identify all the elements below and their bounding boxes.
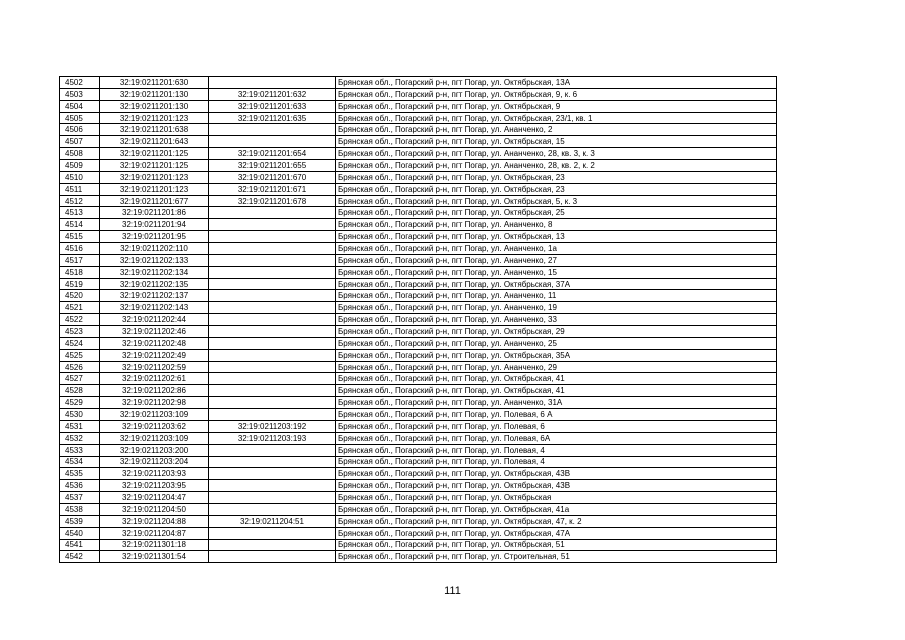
cadastral-number-cell: 32:19:0211202:59 bbox=[100, 361, 209, 373]
cadastral-number-cell: 32:19:0211202:46 bbox=[100, 326, 209, 338]
address-cell: Брянская обл., Погарский р-н, пгт Погар, ул. Октябрьская, 23 bbox=[336, 183, 777, 195]
row-number-cell: 4527 bbox=[60, 373, 100, 385]
table-row bbox=[60, 100, 777, 112]
address-cell: Брянская обл., Погарский р-н, пгт Погар, ул. Октябрьская, 35А bbox=[336, 349, 777, 361]
registry-table bbox=[59, 76, 777, 563]
row-number-cell: 4503 bbox=[60, 88, 100, 100]
row-number-cell: 4515 bbox=[60, 231, 100, 243]
cadastral-number-cell: 32:19:0211201:130 bbox=[100, 88, 209, 100]
table-row bbox=[60, 326, 777, 338]
cadastral-number-cell: 32:19:0211203:95 bbox=[100, 480, 209, 492]
address-cell: Брянская обл., Погарский р-н, пгт Погар, ул. Октябрьская, 47А bbox=[336, 527, 777, 539]
object-cadastral-number-cell: 32:19:0211204:51 bbox=[209, 515, 336, 527]
table-row bbox=[60, 397, 777, 409]
cadastral-number-cell: 32:19:0211201:125 bbox=[100, 148, 209, 160]
object-cadastral-number-cell bbox=[209, 551, 336, 563]
row-number-cell: 4506 bbox=[60, 124, 100, 136]
object-cadastral-number-cell: 32:19:0211201:633 bbox=[209, 100, 336, 112]
row-number-cell: 4507 bbox=[60, 136, 100, 148]
object-cadastral-number-cell bbox=[209, 278, 336, 290]
table-row bbox=[60, 444, 777, 456]
row-number-cell: 4529 bbox=[60, 397, 100, 409]
address-cell: Брянская обл., Погарский р-н, пгт Погар, ул. Октябрьская, 43В bbox=[336, 480, 777, 492]
address-cell: Брянская обл., Погарский р-н, пгт Погар, ул. Ананченко, 19 bbox=[336, 302, 777, 314]
object-cadastral-number-cell bbox=[209, 527, 336, 539]
cadastral-number-cell: 32:19:0211201:86 bbox=[100, 207, 209, 219]
table-row bbox=[60, 207, 777, 219]
address-cell: Брянская обл., Погарский р-н, пгт Погар, ул. Октябрьская, 15 bbox=[336, 136, 777, 148]
row-number-cell: 4521 bbox=[60, 302, 100, 314]
table-row bbox=[60, 219, 777, 231]
object-cadastral-number-cell bbox=[209, 124, 336, 136]
address-cell: Брянская обл., Погарский р-н, пгт Погар, ул. Ананченко, 28, кв. 2, к. 2 bbox=[336, 160, 777, 172]
object-cadastral-number-cell bbox=[209, 397, 336, 409]
address-cell: Брянская обл., Погарский р-н, пгт Погар, ул. Полевая, 4 bbox=[336, 456, 777, 468]
address-cell: Брянская обл., Погарский р-н, пгт Погар, ул. Полевая, 6 А bbox=[336, 409, 777, 421]
cadastral-number-cell: 32:19:0211202:49 bbox=[100, 349, 209, 361]
cadastral-number-cell: 32:19:0211201:123 bbox=[100, 171, 209, 183]
object-cadastral-number-cell bbox=[209, 314, 336, 326]
cadastral-number-cell: 32:19:0211201:123 bbox=[100, 112, 209, 124]
table-row bbox=[60, 136, 777, 148]
table-row bbox=[60, 492, 777, 504]
object-cadastral-number-cell bbox=[209, 326, 336, 338]
address-cell: Брянская обл., Погарский р-н, пгт Погар, ул. Октябрьская, 5, к. 3 bbox=[336, 195, 777, 207]
row-number-cell: 4517 bbox=[60, 254, 100, 266]
cadastral-number-cell: 32:19:0211202:48 bbox=[100, 337, 209, 349]
object-cadastral-number-cell bbox=[209, 219, 336, 231]
address-cell: Брянская обл., Погарский р-н, пгт Погар, ул. Полевая, 4 bbox=[336, 444, 777, 456]
address-cell: Брянская обл., Погарский р-н, пгт Погар, ул. Октябрьская, 23/1, кв. 1 bbox=[336, 112, 777, 124]
table-row bbox=[60, 195, 777, 207]
row-number-cell: 4519 bbox=[60, 278, 100, 290]
object-cadastral-number-cell bbox=[209, 480, 336, 492]
table-row bbox=[60, 551, 777, 563]
row-number-cell: 4528 bbox=[60, 385, 100, 397]
table-row bbox=[60, 527, 777, 539]
cadastral-number-cell: 32:19:0211203:93 bbox=[100, 468, 209, 480]
address-cell: Брянская обл., Погарский р-н, пгт Погар, ул. Октябрьская, 51 bbox=[336, 539, 777, 551]
row-number-cell: 4505 bbox=[60, 112, 100, 124]
address-cell: Брянская обл., Погарский р-н, пгт Погар, ул. Ананченко, 2 bbox=[336, 124, 777, 136]
cadastral-number-cell: 32:19:0211204:88 bbox=[100, 515, 209, 527]
address-cell: Брянская обл., Погарский р-н, пгт Погар, ул. Полевая, 6 bbox=[336, 420, 777, 432]
row-number-cell: 4531 bbox=[60, 420, 100, 432]
table-row bbox=[60, 148, 777, 160]
object-cadastral-number-cell bbox=[209, 492, 336, 504]
table-row bbox=[60, 503, 777, 515]
row-number-cell: 4502 bbox=[60, 77, 100, 89]
row-number-cell: 4512 bbox=[60, 195, 100, 207]
table-row bbox=[60, 456, 777, 468]
object-cadastral-number-cell bbox=[209, 231, 336, 243]
object-cadastral-number-cell bbox=[209, 337, 336, 349]
cadastral-number-cell: 32:19:0211203:109 bbox=[100, 432, 209, 444]
object-cadastral-number-cell: 32:19:0211201:635 bbox=[209, 112, 336, 124]
cadastral-number-cell: 32:19:0211204:50 bbox=[100, 503, 209, 515]
table-row bbox=[60, 278, 777, 290]
row-number-cell: 4518 bbox=[60, 266, 100, 278]
object-cadastral-number-cell bbox=[209, 207, 336, 219]
cadastral-number-cell: 32:19:0211201:677 bbox=[100, 195, 209, 207]
table-row bbox=[60, 420, 777, 432]
row-number-cell: 4530 bbox=[60, 409, 100, 421]
object-cadastral-number-cell bbox=[209, 254, 336, 266]
table-row bbox=[60, 337, 777, 349]
address-cell: Брянская обл., Погарский р-н, пгт Погар, ул. Октябрьская, 43В bbox=[336, 468, 777, 480]
row-number-cell: 4504 bbox=[60, 100, 100, 112]
row-number-cell: 4511 bbox=[60, 183, 100, 195]
table-row bbox=[60, 183, 777, 195]
address-cell: Брянская обл., Погарский р-н, пгт Погар, ул. Октябрьская, 41 bbox=[336, 385, 777, 397]
address-cell: Брянская обл., Погарский р-н, пгт Погар, ул. Октябрьская, 37А bbox=[336, 278, 777, 290]
object-cadastral-number-cell: 32:19:0211203:192 bbox=[209, 420, 336, 432]
cadastral-number-cell: 32:19:0211204:87 bbox=[100, 527, 209, 539]
row-number-cell: 4526 bbox=[60, 361, 100, 373]
row-number-cell: 4538 bbox=[60, 503, 100, 515]
row-number-cell: 4532 bbox=[60, 432, 100, 444]
object-cadastral-number-cell bbox=[209, 503, 336, 515]
object-cadastral-number-cell: 32:19:0211201:670 bbox=[209, 171, 336, 183]
row-number-cell: 4509 bbox=[60, 160, 100, 172]
table-row bbox=[60, 480, 777, 492]
table-row bbox=[60, 468, 777, 480]
row-number-cell: 4523 bbox=[60, 326, 100, 338]
address-cell: Брянская обл., Погарский р-н, пгт Погар, ул. Октябрьская, 13 bbox=[336, 231, 777, 243]
object-cadastral-number-cell: 32:19:0211201:654 bbox=[209, 148, 336, 160]
page-number: 111 bbox=[444, 585, 461, 597]
address-cell: Брянская обл., Погарский р-н, пгт Погар, ул. Октябрьская, 9, к. 6 bbox=[336, 88, 777, 100]
object-cadastral-number-cell bbox=[209, 361, 336, 373]
table-row bbox=[60, 171, 777, 183]
cadastral-number-cell: 32:19:0211301:54 bbox=[100, 551, 209, 563]
object-cadastral-number-cell bbox=[209, 409, 336, 421]
cadastral-number-cell: 32:19:0211202:135 bbox=[100, 278, 209, 290]
row-number-cell: 4540 bbox=[60, 527, 100, 539]
table-row bbox=[60, 515, 777, 527]
table-row bbox=[60, 266, 777, 278]
row-number-cell: 4520 bbox=[60, 290, 100, 302]
cadastral-number-cell: 32:19:0211202:44 bbox=[100, 314, 209, 326]
object-cadastral-number-cell bbox=[209, 77, 336, 89]
address-cell: Брянская обл., Погарский р-н, пгт Погар, ул. Ананченко, 1а bbox=[336, 243, 777, 255]
table-row bbox=[60, 409, 777, 421]
cadastral-number-cell: 32:19:0211201:130 bbox=[100, 100, 209, 112]
address-cell: Брянская обл., Погарский р-н, пгт Погар, ул. Ананченко, 8 bbox=[336, 219, 777, 231]
address-cell: Брянская обл., Погарский р-н, пгт Погар, ул. Строительная, 51 bbox=[336, 551, 777, 563]
address-cell: Брянская обл., Погарский р-н, пгт Погар, ул. Октябрьская, 25 bbox=[336, 207, 777, 219]
object-cadastral-number-cell: 32:19:0211203:193 bbox=[209, 432, 336, 444]
row-number-cell: 4533 bbox=[60, 444, 100, 456]
object-cadastral-number-cell bbox=[209, 539, 336, 551]
object-cadastral-number-cell bbox=[209, 349, 336, 361]
cadastral-number-cell: 32:19:0211202:133 bbox=[100, 254, 209, 266]
table-row bbox=[60, 290, 777, 302]
cadastral-number-cell: 32:19:0211202:61 bbox=[100, 373, 209, 385]
cadastral-number-cell: 32:19:0211203:204 bbox=[100, 456, 209, 468]
object-cadastral-number-cell bbox=[209, 266, 336, 278]
address-cell: Брянская обл., Погарский р-н, пгт Погар, ул. Ананченко, 25 bbox=[336, 337, 777, 349]
table-row bbox=[60, 361, 777, 373]
object-cadastral-number-cell bbox=[209, 385, 336, 397]
address-cell: Брянская обл., Погарский р-н, пгт Погар, ул. Октябрьская, 41 bbox=[336, 373, 777, 385]
object-cadastral-number-cell: 32:19:0211201:632 bbox=[209, 88, 336, 100]
row-number-cell: 4513 bbox=[60, 207, 100, 219]
table-row bbox=[60, 160, 777, 172]
table-row bbox=[60, 373, 777, 385]
address-cell: Брянская обл., Погарский р-н, пгт Погар, ул. Ананченко, 15 bbox=[336, 266, 777, 278]
table-row bbox=[60, 314, 777, 326]
object-cadastral-number-cell bbox=[209, 468, 336, 480]
row-number-cell: 4524 bbox=[60, 337, 100, 349]
cadastral-number-cell: 32:19:0211204:47 bbox=[100, 492, 209, 504]
cadastral-number-cell: 32:19:0211202:98 bbox=[100, 397, 209, 409]
cadastral-number-cell: 32:19:0211201:643 bbox=[100, 136, 209, 148]
table-row bbox=[60, 254, 777, 266]
cadastral-number-cell: 32:19:0211203:62 bbox=[100, 420, 209, 432]
row-number-cell: 4525 bbox=[60, 349, 100, 361]
table-row bbox=[60, 243, 777, 255]
table-row bbox=[60, 124, 777, 136]
address-cell: Брянская обл., Погарский р-н, пгт Погар, ул. Октябрьская, 23 bbox=[336, 171, 777, 183]
row-number-cell: 4535 bbox=[60, 468, 100, 480]
address-cell: Брянская обл., Погарский р-н, пгт Погар, ул. Ананченко, 11 bbox=[336, 290, 777, 302]
object-cadastral-number-cell: 32:19:0211201:655 bbox=[209, 160, 336, 172]
row-number-cell: 4516 bbox=[60, 243, 100, 255]
table-row bbox=[60, 88, 777, 100]
object-cadastral-number-cell bbox=[209, 136, 336, 148]
row-number-cell: 4542 bbox=[60, 551, 100, 563]
object-cadastral-number-cell: 32:19:0211201:671 bbox=[209, 183, 336, 195]
address-cell: Брянская обл., Погарский р-н, пгт Погар, ул. Ананченко, 29 bbox=[336, 361, 777, 373]
cadastral-number-cell: 32:19:0211301:18 bbox=[100, 539, 209, 551]
row-number-cell: 4537 bbox=[60, 492, 100, 504]
row-number-cell: 4534 bbox=[60, 456, 100, 468]
row-number-cell: 4541 bbox=[60, 539, 100, 551]
object-cadastral-number-cell bbox=[209, 243, 336, 255]
row-number-cell: 4522 bbox=[60, 314, 100, 326]
address-cell: Брянская обл., Погарский р-н, пгт Погар, ул. Ананченко, 31А bbox=[336, 397, 777, 409]
row-number-cell: 4539 bbox=[60, 515, 100, 527]
object-cadastral-number-cell bbox=[209, 373, 336, 385]
cadastral-number-cell: 32:19:0211202:137 bbox=[100, 290, 209, 302]
cadastral-number-cell: 32:19:0211201:125 bbox=[100, 160, 209, 172]
row-number-cell: 4510 bbox=[60, 171, 100, 183]
cadastral-number-cell: 32:19:0211201:95 bbox=[100, 231, 209, 243]
table-row bbox=[60, 432, 777, 444]
cadastral-number-cell: 32:19:0211203:200 bbox=[100, 444, 209, 456]
object-cadastral-number-cell bbox=[209, 444, 336, 456]
table-row bbox=[60, 539, 777, 551]
cadastral-number-cell: 32:19:0211203:109 bbox=[100, 409, 209, 421]
table-row bbox=[60, 349, 777, 361]
table-row bbox=[60, 385, 777, 397]
cadastral-number-cell: 32:19:0211201:630 bbox=[100, 77, 209, 89]
table-row bbox=[60, 77, 777, 89]
registry-table-body bbox=[60, 77, 777, 563]
address-cell: Брянская обл., Погарский р-н, пгт Погар, ул. Ананченко, 27 bbox=[336, 254, 777, 266]
address-cell: Брянская обл., Погарский р-н, пгт Погар, ул. Октябрьская bbox=[336, 492, 777, 504]
object-cadastral-number-cell bbox=[209, 302, 336, 314]
cadastral-number-cell: 32:19:0211202:134 bbox=[100, 266, 209, 278]
address-cell: Брянская обл., Погарский р-н, пгт Погар, ул. Полевая, 6А bbox=[336, 432, 777, 444]
address-cell: Брянская обл., Погарский р-н, пгт Погар, ул. Октябрьская, 47, к. 2 bbox=[336, 515, 777, 527]
object-cadastral-number-cell bbox=[209, 456, 336, 468]
cadastral-number-cell: 32:19:0211202:110 bbox=[100, 243, 209, 255]
cadastral-number-cell: 32:19:0211202:86 bbox=[100, 385, 209, 397]
address-cell: Брянская обл., Погарский р-н, пгт Погар, ул. Октябрьская, 41а bbox=[336, 503, 777, 515]
address-cell: Брянская обл., Погарский р-н, пгт Погар, ул. Октябрьская, 13А bbox=[336, 77, 777, 89]
cadastral-number-cell: 32:19:0211201:123 bbox=[100, 183, 209, 195]
object-cadastral-number-cell bbox=[209, 290, 336, 302]
row-number-cell: 4514 bbox=[60, 219, 100, 231]
address-cell: Брянская обл., Погарский р-н, пгт Погар, ул. Октябрьская, 9 bbox=[336, 100, 777, 112]
object-cadastral-number-cell: 32:19:0211201:678 bbox=[209, 195, 336, 207]
row-number-cell: 4536 bbox=[60, 480, 100, 492]
address-cell: Брянская обл., Погарский р-н, пгт Погар, ул. Ананченко, 33 bbox=[336, 314, 777, 326]
address-cell: Брянская обл., Погарский р-н, пгт Погар, ул. Октябрьская, 29 bbox=[336, 326, 777, 338]
table-row bbox=[60, 302, 777, 314]
cadastral-number-cell: 32:19:0211201:94 bbox=[100, 219, 209, 231]
table-row bbox=[60, 112, 777, 124]
table-row bbox=[60, 231, 777, 243]
cadastral-number-cell: 32:19:0211201:638 bbox=[100, 124, 209, 136]
cadastral-number-cell: 32:19:0211202:143 bbox=[100, 302, 209, 314]
row-number-cell: 4508 bbox=[60, 148, 100, 160]
address-cell: Брянская обл., Погарский р-н, пгт Погар, ул. Ананченко, 28, кв. 3, к. 3 bbox=[336, 148, 777, 160]
